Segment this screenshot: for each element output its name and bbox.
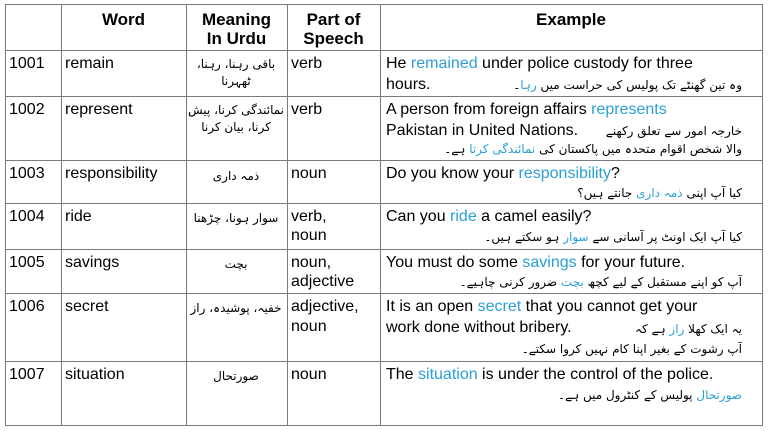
row-number: 1004 [9, 208, 45, 225]
row-number: 1002 [9, 101, 45, 118]
row-number: 1006 [9, 298, 45, 315]
row-urdu-meaning: سوار ہونا، چڑھنا [193, 211, 279, 225]
row-number: 1007 [9, 366, 45, 383]
row-pos: noun [291, 165, 327, 182]
row-urdu-meaning: خفیہ، پوشیدہ، راز [190, 301, 282, 315]
row-example-en: It is an open secret that you cannot get your [386, 298, 698, 315]
row-example-en: He remained under police custody for three [386, 55, 693, 72]
row-example-en: The situation is under the control of the police. [386, 366, 714, 383]
row-pos-line2: noun [291, 227, 327, 244]
header-meaning-line1: Meaning [202, 10, 271, 29]
row-word: ride [65, 208, 92, 225]
column-divider [186, 4, 187, 426]
table-border [5, 425, 763, 426]
row-pos: verb [291, 101, 323, 118]
row-number: 1005 [9, 254, 45, 271]
row-example-en-line2: work done without bribery. [386, 319, 572, 336]
row-pos-line2: noun [291, 318, 327, 335]
row-example-urdu: کیا آپ ایک اونٹ پر آسانی سے سوار ہو سکتے ہیں۔ [484, 230, 742, 244]
header-example: Example [536, 10, 606, 29]
row-example-en: A person from foreign affairs represents [386, 101, 667, 118]
column-divider [380, 4, 381, 426]
row-example-urdu: آپ کو اپنے مستقبل کے لیے کچھ بچت ضرور کرنی چاہیے۔ [459, 275, 742, 289]
row-divider [5, 203, 763, 204]
row-number: 1003 [9, 165, 45, 182]
header-word: Word [101, 10, 146, 29]
row-urdu-meaning: بچت [224, 257, 248, 271]
table-border [762, 4, 763, 426]
row-divider [5, 361, 763, 362]
row-divider [5, 50, 763, 51]
table-border [5, 4, 6, 426]
row-urdu-meaning: باقی رہنا، رہنا، ٹھہرنا [196, 57, 276, 88]
row-divider [5, 96, 763, 97]
table-border [5, 4, 763, 5]
row-divider [5, 293, 763, 294]
row-urdu-meaning: صورتحال [213, 369, 259, 383]
row-example-urdu: والا شخص اقوام متحدہ میں پاکستان کی نمائندگی کرتا ہے۔ [444, 142, 742, 156]
row-word: situation [65, 366, 125, 383]
row-pos: noun [291, 366, 327, 383]
row-divider [5, 249, 763, 250]
column-divider [287, 4, 288, 426]
row-word: remain [65, 55, 114, 72]
row-pos: verb, [291, 208, 327, 225]
row-pos: verb [291, 55, 323, 72]
row-urdu-meaning: نمائندگی کرنا، پیش کرنا، بیان کرنا [188, 103, 284, 134]
row-pos: adjective, [291, 298, 359, 315]
header-meaning [186, 10, 287, 48]
header-pos-line2: Speech [303, 29, 364, 48]
header-meaning-line2: In Urdu [206, 29, 267, 48]
header-part-of-speech [287, 10, 380, 48]
column-divider [61, 4, 62, 426]
row-example-urdu: آپ رشوت کے بغیر اپنا کام نہیں کروا سکتے۔ [521, 342, 742, 356]
row-pos: noun, [291, 254, 332, 271]
row-example-en: Can you ride a camel easily? [386, 208, 592, 225]
row-example-urdu: وہ تین گھنٹے تک پولیس کی حراست میں رہا۔ [513, 78, 742, 92]
row-example-en-line2: Pakistan in United Nations. [386, 122, 579, 139]
header-pos-line1: Part of [306, 10, 361, 29]
row-example-urdu: کیا آپ اپنی ذمہ داری جانتے ہیں؟ [577, 186, 742, 200]
row-example-urdu-line1: یہ ایک کھلا راز ہے کہ [634, 322, 742, 336]
row-example-en: You must do some savings for your future. [386, 254, 686, 271]
row-example-urdu-line1: خارجہ امور سے تعلق رکھنے [605, 124, 742, 138]
row-pos-line2: adjective [291, 273, 355, 290]
row-example-en: Do you know your responsibility? [386, 165, 620, 182]
row-urdu-meaning: ذمہ داری [212, 169, 260, 183]
row-word: represent [65, 101, 133, 118]
row-word: secret [65, 298, 109, 315]
row-example-urdu: صورتحال پولیس کے کنٹرول میں ہے۔ [558, 388, 742, 402]
row-example-en-line2: hours. [386, 76, 431, 93]
row-word: savings [65, 254, 120, 271]
row-word: responsibility [65, 165, 158, 182]
row-divider [5, 160, 763, 161]
vocabulary-table [5, 4, 763, 426]
row-number: 1001 [9, 55, 45, 72]
